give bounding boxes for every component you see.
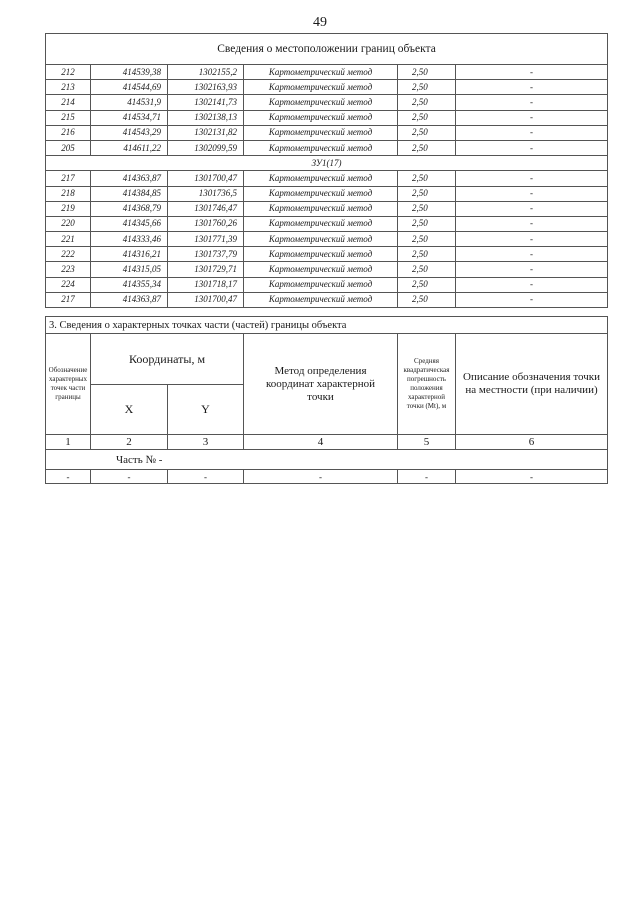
accuracy-cell: 2,50 [398,277,456,292]
dash-cell: - [91,470,168,484]
accuracy-cell: 2,50 [398,292,456,307]
y-coordinate: 1301760,26 [168,216,244,231]
point-number: 216 [46,125,91,140]
description-cell: - [456,65,608,80]
point-number: 220 [46,216,91,231]
y-coordinate: 1301771,39 [168,232,244,247]
method-cell: Картометрический метод [244,186,398,201]
column-number: 1 [46,435,91,450]
method-cell: Картометрический метод [244,95,398,110]
method-cell: Картометрический метод [244,171,398,186]
x-coordinate: 414315,05 [91,262,168,277]
table-row [46,186,608,201]
table-row [46,110,608,125]
description-cell: - [456,277,608,292]
point-number: 217 [46,292,91,307]
description-cell: - [456,247,608,262]
table-row [46,95,608,110]
point-number: 219 [46,201,91,216]
part-label: Часть № - [46,450,608,470]
description-cell: - [456,201,608,216]
point-number: 217 [46,171,91,186]
point-number: 218 [46,186,91,201]
accuracy-cell: 2,50 [398,247,456,262]
description-cell: - [456,140,608,155]
x-coordinate: 414316,21 [91,247,168,262]
table-row [46,125,608,140]
dash-cell: - [398,470,456,484]
accuracy-cell: 2,50 [398,216,456,231]
header-y: Y [168,385,244,435]
description-cell: - [456,171,608,186]
y-coordinate: 1302099,59 [168,140,244,155]
point-number: 215 [46,110,91,125]
table-row [46,216,608,231]
x-coordinate: 414333,46 [91,232,168,247]
description-cell: - [456,292,608,307]
accuracy-cell: 2,50 [398,65,456,80]
header-point-designation: Обозначение характерных точек части границы [46,334,91,435]
description-cell: - [456,232,608,247]
table-row [46,277,608,292]
point-number: 224 [46,277,91,292]
header-method: Метод определения координат характерной точки [244,334,398,435]
description-cell: - [456,186,608,201]
coords-title-row [46,34,608,65]
point-number: 223 [46,262,91,277]
y-coordinate: 1301700,47 [168,292,244,307]
section3-title-row [46,317,608,334]
x-coordinate: 414363,87 [91,292,168,307]
table-row [46,140,608,155]
method-cell: Картометрический метод [244,292,398,307]
accuracy-cell: 2,50 [398,262,456,277]
header-description: Описание обозначения точки на местности (при наличии) [456,334,608,435]
y-coordinate: 1301746,47 [168,201,244,216]
table-row [46,232,608,247]
method-cell: Картометрический метод [244,125,398,140]
table-row [46,247,608,262]
y-coordinate: 1301718,17 [168,277,244,292]
y-coordinate: 1301736,5 [168,186,244,201]
table-row [46,262,608,277]
part-points-table [45,316,608,484]
y-coordinate: 1301737,79 [168,247,244,262]
header-x: X [91,385,168,435]
column-number: 6 [456,435,608,450]
group-label-row [46,156,608,171]
accuracy-cell: 2,50 [398,125,456,140]
method-cell: Картометрический метод [244,65,398,80]
x-coordinate: 414531,9 [91,95,168,110]
point-number: 214 [46,95,91,110]
accuracy-cell: 2,50 [398,140,456,155]
accuracy-cell: 2,50 [398,186,456,201]
x-coordinate: 414543,29 [91,125,168,140]
page-number: 49 [313,15,327,30]
method-cell: Картометрический метод [244,110,398,125]
group-label: ЗУ1(17) [46,156,608,171]
accuracy-cell: 2,50 [398,95,456,110]
method-cell: Картометрический метод [244,140,398,155]
description-cell: - [456,125,608,140]
x-coordinate: 414539,38 [91,65,168,80]
column-number: 5 [398,435,456,450]
accuracy-cell: 2,50 [398,232,456,247]
x-coordinate: 414611,22 [91,140,168,155]
column-number: 3 [168,435,244,450]
accuracy-cell: 2,50 [398,80,456,95]
y-coordinate: 1301700,47 [168,171,244,186]
description-cell: - [456,216,608,231]
point-number: 221 [46,232,91,247]
dash-cell: - [244,470,398,484]
x-coordinate: 414355,34 [91,277,168,292]
x-coordinate: 414345,66 [91,216,168,231]
header-accuracy: Средняя квадратическая погрешность положения характерной точки (Mt), м [398,334,456,435]
table-row [46,201,608,216]
coords-section-title: Сведения о местоположении границ объекта [46,34,608,65]
accuracy-cell: 2,50 [398,201,456,216]
point-number: 205 [46,140,91,155]
point-number: 222 [46,247,91,262]
header-coordinates: Координаты, м [91,334,244,385]
method-cell: Картометрический метод [244,247,398,262]
description-cell: - [456,110,608,125]
method-cell: Картометрический метод [244,232,398,247]
dash-cell: - [456,470,608,484]
dash-cell: - [46,470,91,484]
method-cell: Картометрический метод [244,216,398,231]
x-coordinate: 414363,87 [91,171,168,186]
x-coordinate: 414534,71 [91,110,168,125]
part-dash-row [46,470,608,484]
description-cell: - [456,95,608,110]
y-coordinate: 1302163,93 [168,80,244,95]
column-number: 4 [244,435,398,450]
method-cell: Картометрический метод [244,277,398,292]
method-cell: Картометрический метод [244,262,398,277]
boundary-coordinates-table [45,33,608,308]
table-row [46,171,608,186]
column-number: 2 [91,435,168,450]
table-row [46,65,608,80]
table-row [46,80,608,95]
x-coordinate: 414368,79 [91,201,168,216]
method-cell: Картометрический метод [244,201,398,216]
point-number: 212 [46,65,91,80]
dash-cell: - [168,470,244,484]
table-row [46,292,608,307]
y-coordinate: 1302138,13 [168,110,244,125]
part-label-row [46,450,608,470]
y-coordinate: 1301729,71 [168,262,244,277]
description-cell: - [456,262,608,277]
y-coordinate: 1302155,2 [168,65,244,80]
method-cell: Картометрический метод [244,80,398,95]
parts-header-row-1 [46,334,608,385]
accuracy-cell: 2,50 [398,171,456,186]
y-coordinate: 1302141,73 [168,95,244,110]
y-coordinate: 1302131,82 [168,125,244,140]
x-coordinate: 414544,69 [91,80,168,95]
x-coordinate: 414384,85 [91,186,168,201]
point-number: 213 [46,80,91,95]
description-cell: - [456,80,608,95]
section3-title: 3. Сведения о характерных точках части (частей) границы объекта [46,317,608,334]
column-numbers-row [46,435,608,450]
accuracy-cell: 2,50 [398,110,456,125]
